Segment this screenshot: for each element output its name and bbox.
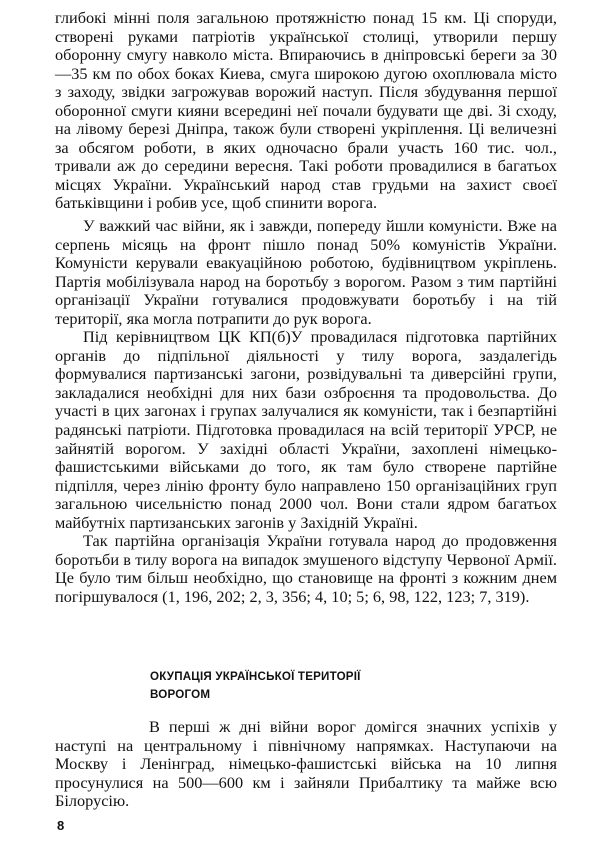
section-heading-line-1: ОКУПАЦІЯ УКРАЇНСЬКОЇ ТЕРИТОРІЇ: [150, 670, 361, 683]
section-body: [55, 718, 557, 811]
paragraph-underground-preparation: Під керівництвом ЦК КП(б)У провадилася підготовка партійних органів до підпільної діяльності у тилу ворога, заздалегідь формувалися партизанські загони, розвідувальні та диверсійні групи, закладалися необхідні для них бази озброєння та продовольства. До участі в цих загонах і групах залучалися як комуністи, так і безпартійні радянські патріоти. Підготовка провадилася на всій території УРСР, не зайнятій ворогом. У західні області України, захоплені німецько-фашистськими військами до того, як там було створене партійне підпілля, через лінію фронту було направлено 150 організаційних груп загальною чисельністю понад 2000 чол. Вони стали ядром багатьох майбутніх партизанських загонів у Західній Україні.: [55, 327, 557, 532]
main-text-block: [55, 9, 557, 607]
paragraph-party-organization: Так партійна організація України готувала народ до продовження боротьби в тилу ворога на випадок змушеного відступу Червоної Армії. Це було тим більш необхідно, що становище на фронті з кожним днем погіршувалося (1, 196, 202; 2, 3, 356; 4, 10; 5; 6, 98, 122, 123; 7, 319).: [55, 531, 557, 606]
section-heading-line-2: ВОРОГОМ: [150, 688, 211, 701]
paragraph-communists: У важкий час війни, як і завжди, попереду йшли комуністи. Вже на серпень місяць на фронт пішло понад 50% комуністів України. Комуністи керували евакуаційною роботою, будівництвом укріплень. Партія мобілізувала народ на боротьбу з ворогом. Разом з тим партійні організації України готувалися продовжувати боротьбу і на тій території, яка могла потрапити до рук ворога.: [55, 216, 557, 328]
paragraph-occupation: В перші ж дні війни ворог домігся значних успіхів у наступі на центральному і північному напрямках. Наступаючи на Москву і Ленінград, німецько-фашистські війська на 10 липня просунулися на 500—600 км і зайняли Прибалтику та майже всю Білорусію.: [55, 717, 557, 811]
section-heading: [150, 668, 450, 704]
paragraph-fortifications: глибокі мінні поля загальною протяжністю понад 15 км. Ці споруди, створені руками патріотів української столиці, утворили першу оборонну смугу навколо міста. Впираючись в дніпровські береги за 30—35 км по обох боках Киева, смуга широкою дугою охоплювала місто з заходу, звідки загрожував ворожий наступ. Після збудування першої оборонної смуги кияни всередині неї почали будувати ще дві. Зі сходу, на лівому березі Дніпра, також були створені укріплення. Ці величезні за обсягом роботи, в яких одночасно брали участь 160 тис. чол., тривали аж до середини вересня. Такі роботи провадилися в багатьох місцях України. Український народ став грудьми на захист своєї батьківщини і робив усе, щоб спинити ворога.: [55, 8, 557, 213]
page-number: 8: [57, 818, 65, 833]
